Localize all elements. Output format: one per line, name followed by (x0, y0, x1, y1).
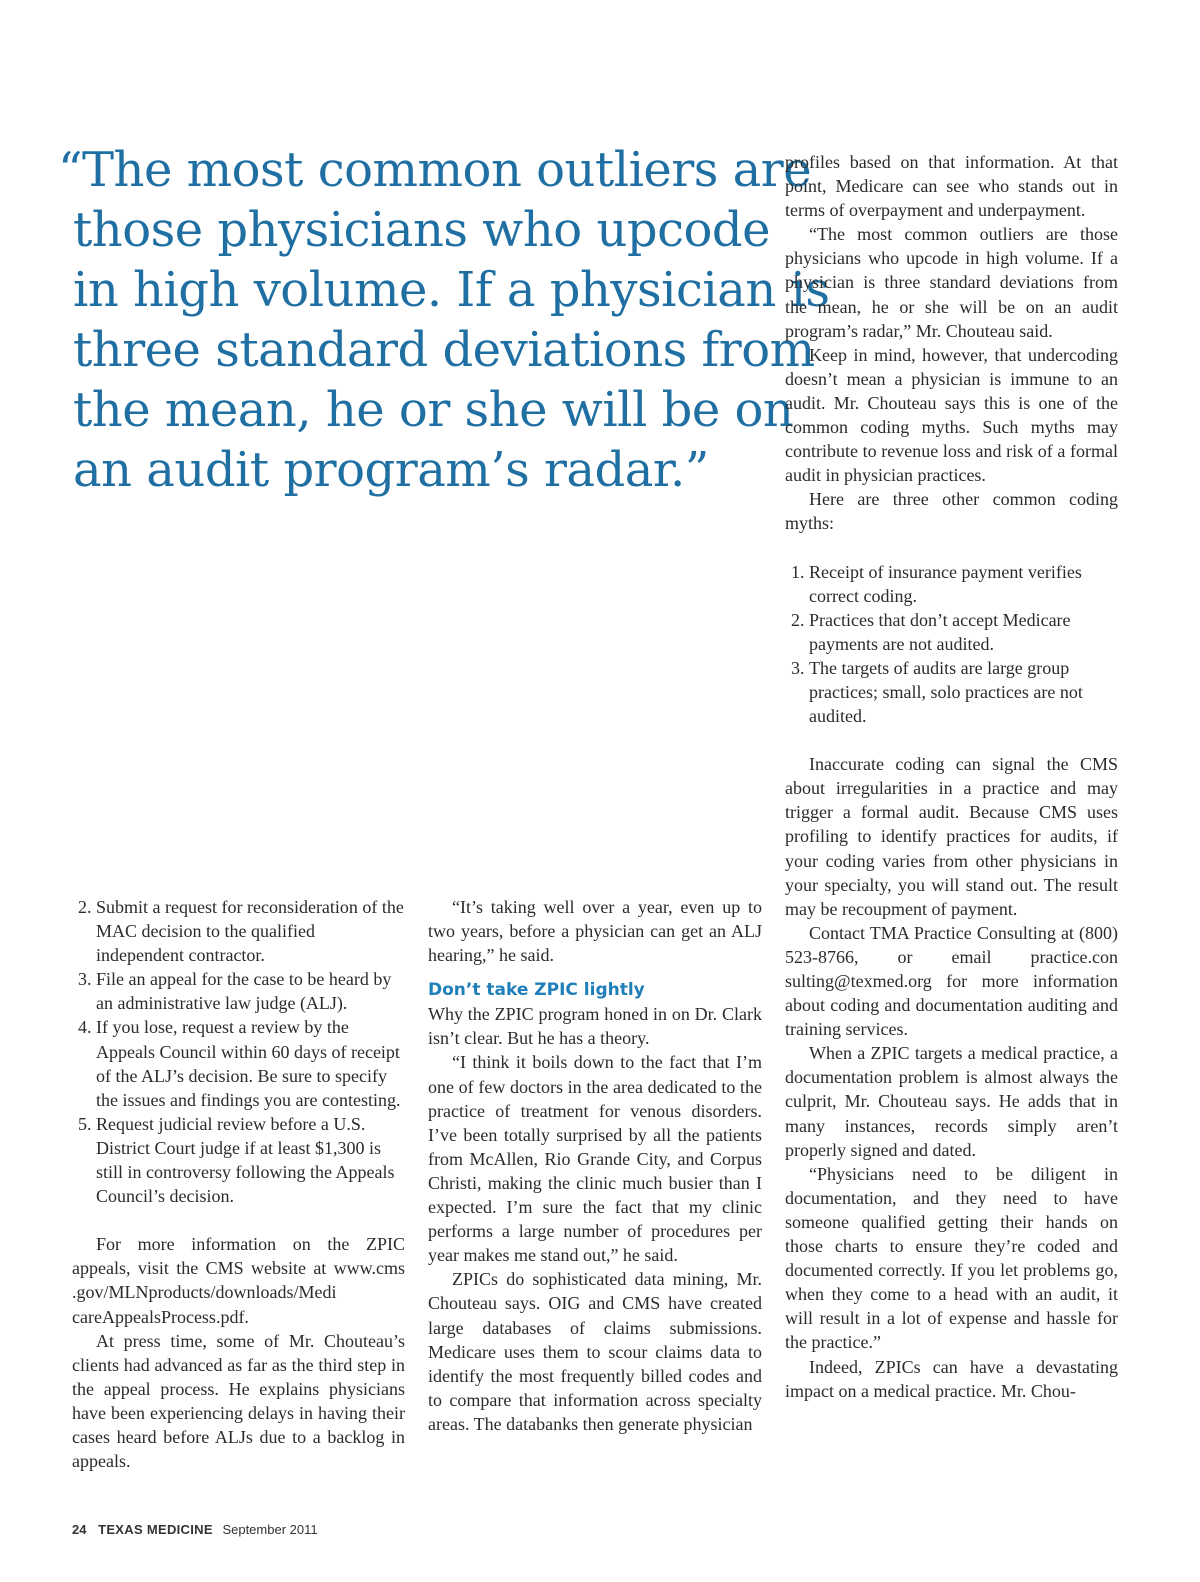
magazine-name: TEXAS MEDICINE (98, 1522, 213, 1537)
paragraph: For more information on the ZPIC appeals, visit the CMS website at www.cms .gov/MLNproducts/downloads/Medi careAppealsProcess.pdf. (72, 1234, 405, 1327)
article-column-3 (785, 150, 1118, 1403)
pull-quote (58, 140, 830, 500)
paragraph: “It’s taking well over a year, even up to two years, before a physician can get an ALJ hearing,” he said. (428, 897, 762, 966)
paragraph: ZPICs do sophisticated data mining, Mr. Chouteau says. OIG and CMS have created large databases of claims submissions. Medicare uses them to scour claims data to identify the most frequently billed codes and to compare that information across specialty areas. The databanks then generate physician (428, 1269, 762, 1434)
article-column-1 (72, 895, 405, 1473)
issue-date: September 2011 (222, 1522, 318, 1537)
pull-quote-line: those physicians who upcode (73, 202, 771, 258)
paragraph: “I think it boils down to the fact that I’m one of few doctors in the area dedicated to the practice of treatment for venous disorders. I’ve been totally surprised by all the patients from McAllen, Rio Grande City, and Corpus Christi, making the clinic much busier than I expected. I’m sure the fact that my clinic performs a large number of procedures per year makes me stand out,” he said. (428, 1052, 762, 1266)
page-number: 24 (72, 1522, 87, 1537)
list-item: 2. Submit a request for reconsideration of the MAC decision to the qualified independent contractor. (96, 895, 405, 967)
list-item: 1. Receipt of insurance payment verifies correct coding. (809, 560, 1118, 608)
paragraph: When a ZPIC targets a medical practice, a documentation problem is almost always the culprit, Mr. Chouteau says. He adds that in many instances, records simply aren’t properly signed and dated. (785, 1043, 1118, 1160)
paragraph: “The most common outliers are those physicians who upcode in high volume. If a physician is three standard deviations from the mean, he or she will be on an audit program’s radar,” Mr. Chouteau said. (785, 224, 1118, 341)
pull-quote-line: an audit program’s radar.” (73, 442, 709, 498)
article-column-2 (428, 895, 762, 1436)
paragraph: Here are three other common coding myths: (785, 489, 1118, 534)
list-item: 3. File an appeal for the case to be heard by an administrative law judge (ALJ). (96, 967, 405, 1015)
pull-quote-line: “The most common outliers are (58, 142, 812, 198)
list-item: 5. Request judicial review before a U.S. District Court judge if at least $1,300 is still in controversy following the Appeals Council’s decision. (96, 1112, 405, 1208)
paragraph: Inaccurate coding can signal the CMS about irregularities in a practice and may trigger a formal audit. Because CMS uses profiling to identify practices for audits, if your coding varies from other physicians in your specialty, you will stand out. The result may be recoupment of payment. (785, 754, 1118, 919)
paragraph: At press time, some of Mr. Chouteau’s clients had advanced as far as the third step in the appeal process. He explains physicians have been experiencing delays in having their cases heard before ALJs due to a backlog in appeals. (72, 1330, 405, 1472)
paragraph: profiles based on that information. At that point, Medicare can see who stands out in terms of overpayment and underpayment. (785, 152, 1118, 221)
list-item: 2. Practices that don’t accept Medicare payments are not audited. (809, 608, 1118, 656)
list-item: 3. The targets of audits are large group practices; small, solo practices are not audited. (809, 656, 1118, 728)
coding-myths-list (785, 560, 1118, 729)
list-item: 4. If you lose, request a review by the Appeals Council within 60 days of receipt of the ALJ’s decision. Be sure to specify the issues and findings you are contesting. (96, 1015, 405, 1111)
section-subhead: Don’t take ZPIC lightly (428, 980, 645, 1001)
paragraph: “Physicians need to be diligent in documentation, and they need to have someone qualified getting their hands on those charts to ensure they’re coded and documented correctly. If you let problems go, when they come to a head with an audit, it will result in a lot of expense and hassle for the practice.” (785, 1163, 1118, 1353)
paragraph: Why the ZPIC program honed in on Dr. Clark isn’t clear. But he has a theory. (428, 1004, 762, 1049)
pull-quote-line: three standard deviations from (73, 322, 815, 378)
page-footer (72, 1522, 318, 1537)
appeal-steps-list (72, 895, 405, 1208)
paragraph: Indeed, ZPICs can have a devastating impact on a medical practice. Mr. Chou- (785, 1356, 1118, 1401)
paragraph: Contact TMA Practice Consulting at (800) 523-8766, or email practice.con sulting@texmed.org for more information about coding and documentation auditing and training services. (785, 922, 1118, 1040)
pull-quote-line: in high volume. If a physician is (73, 262, 830, 318)
paragraph: Keep in mind, however, that undercoding doesn’t mean a physician is immune to an audit. Mr. Chouteau says this is one of the common coding myths. Such myths may contribute to revenue loss and risk of a formal audit in physician practices. (785, 344, 1118, 486)
pull-quote-line: the mean, he or she will be on (73, 382, 794, 438)
